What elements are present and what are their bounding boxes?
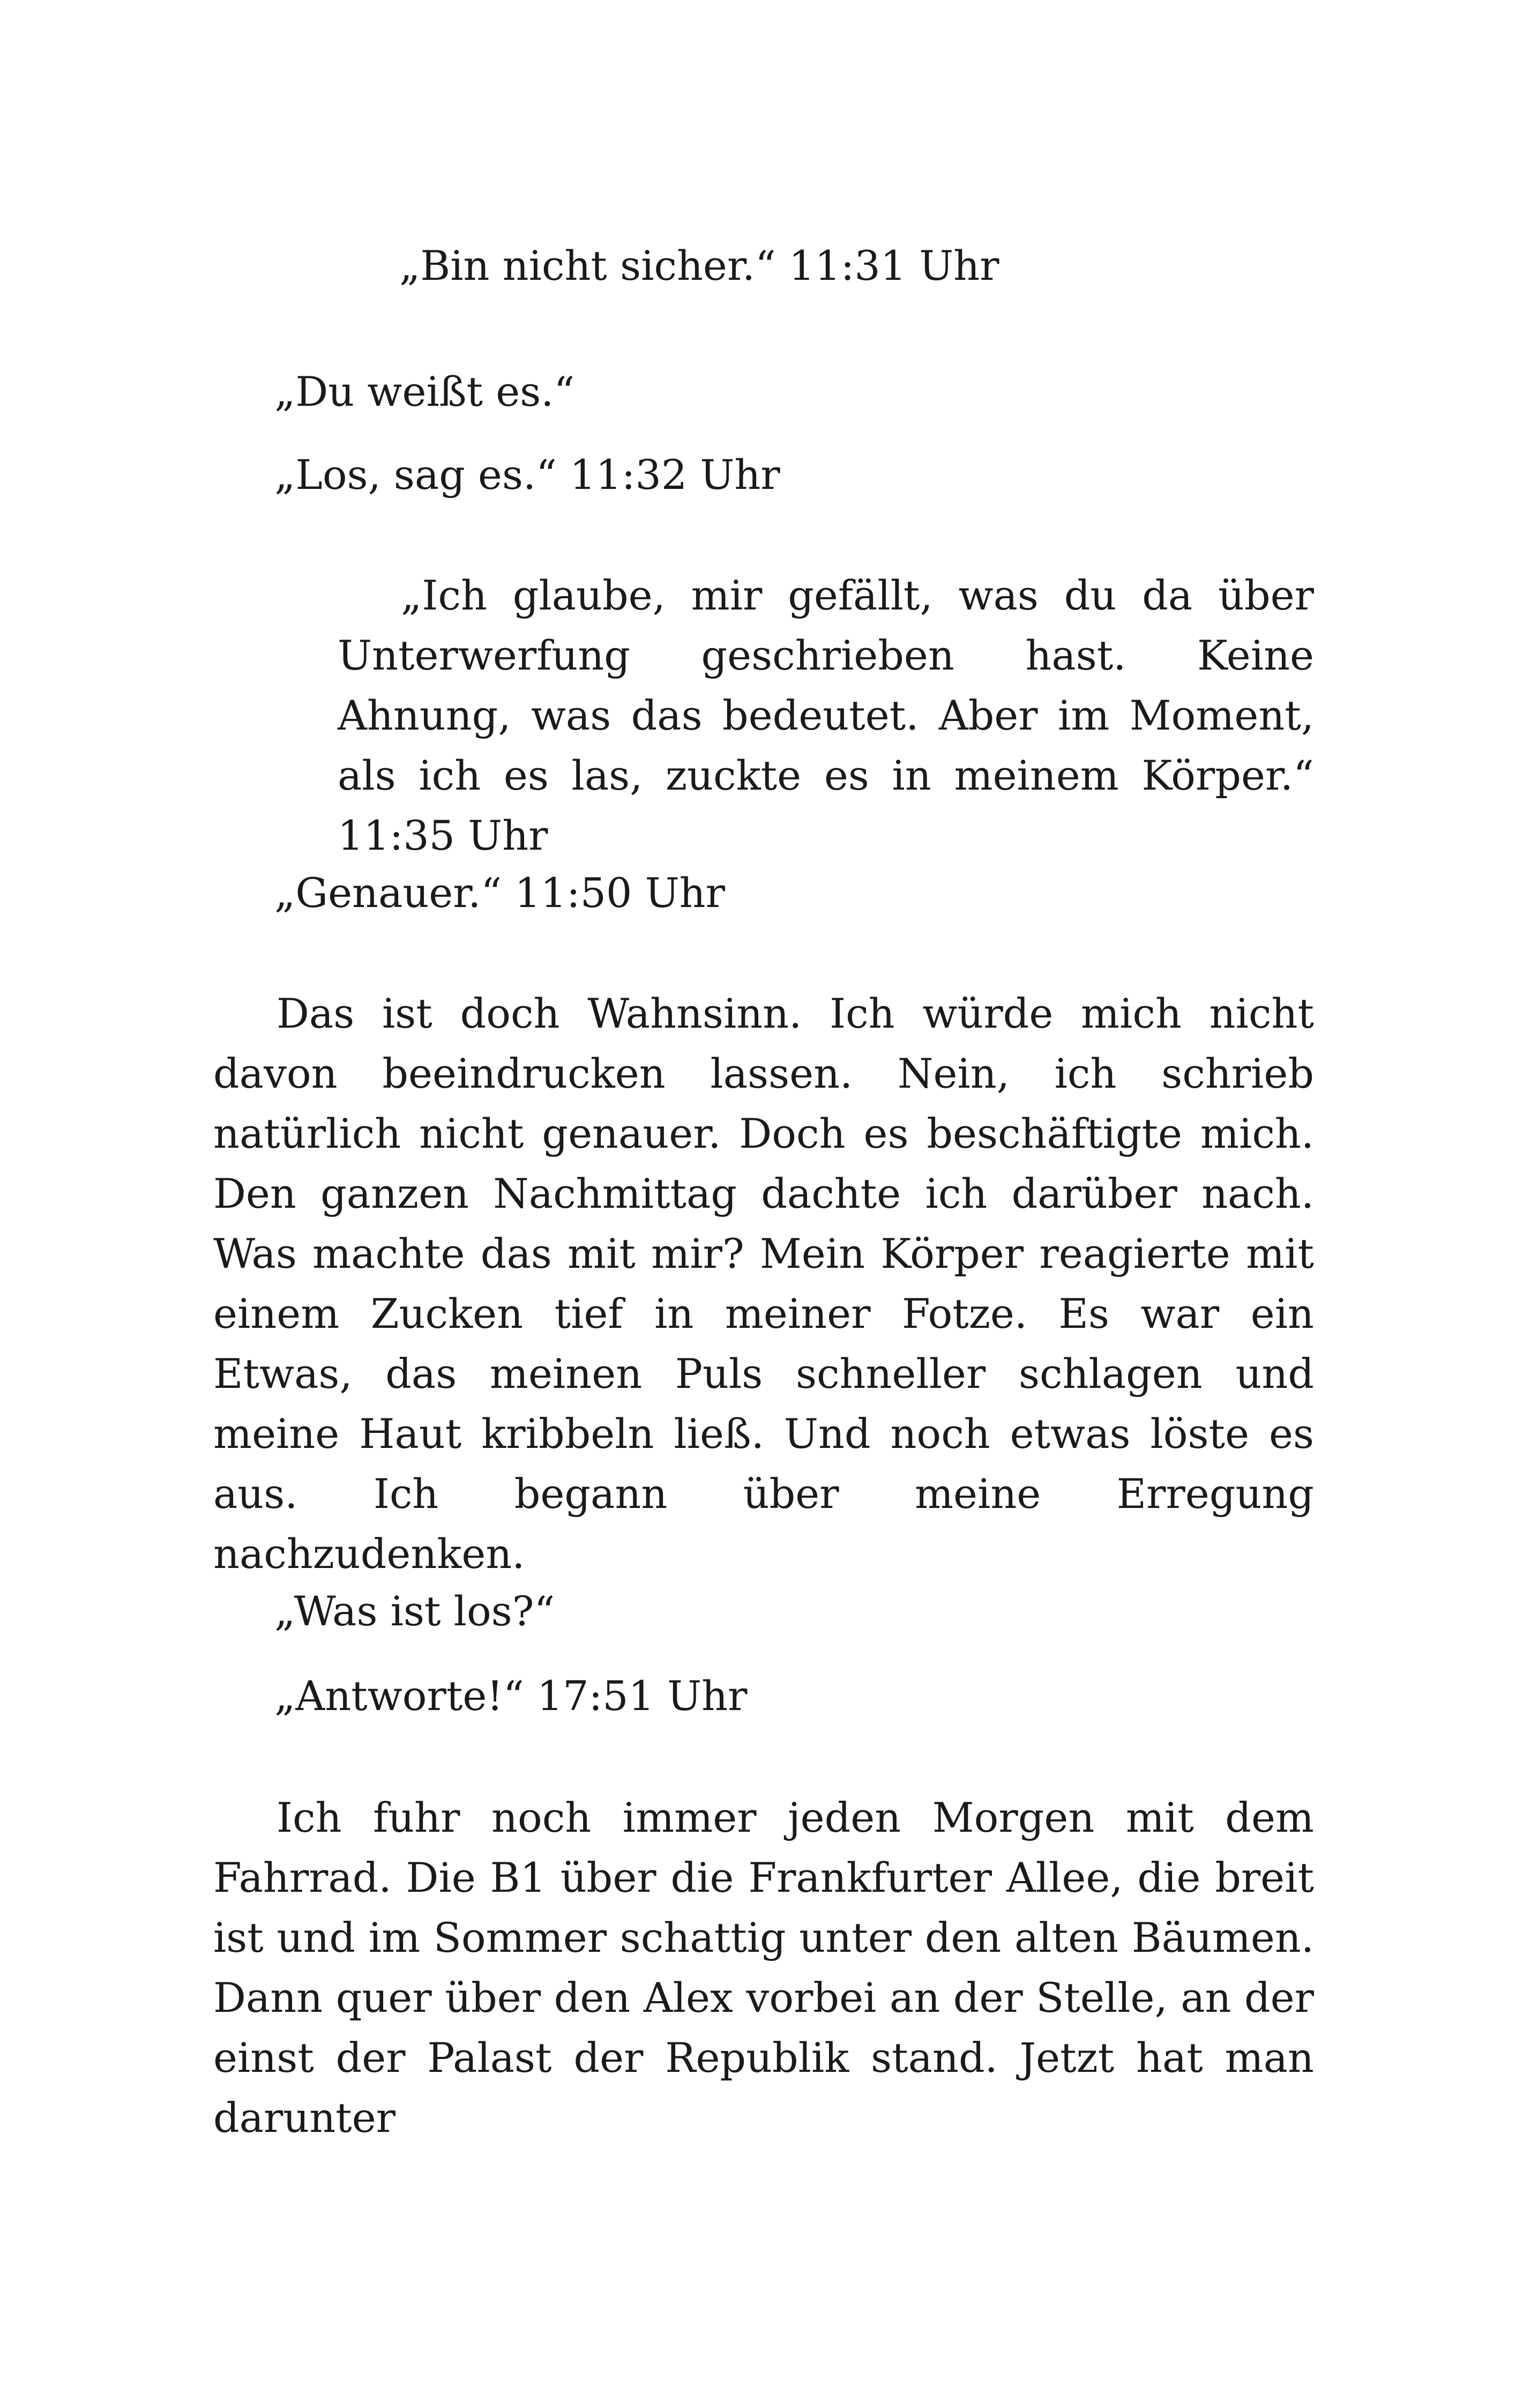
quote-paragraph <box>338 566 1314 866</box>
narrative-paragraph-2-text: Ich fuhr noch immer jeden Morgen mit dem Fahrrad. Die B1 über die Frankfurter Allee, die breit ist und im Sommer schattig unter den alten Bäumen. Dann quer über den Alex vorbei an der Stelle, an der einst der Palast der Republik stand. Jetzt hat man darunter <box>213 1794 1314 2142</box>
dialogue-line-los-sag-es: „Los, sag es.“ 11:32 Uhr <box>274 451 780 499</box>
narrative-paragraph-1-text: Das ist doch Wahnsinn. Ich würde mich nicht davon beeindrucken lassen. Nein, ich schrieb natürlich nicht genauer. Doch es beschäftigte mich. Den ganzen Nachmittag dachte ich darüber nach. Was machte das mit mir? Mein Körper reagierte mit einem Zucken tief in meiner Fotze. Es war ein Etwas, das meinen Puls schneller schlagen und meine Haut kribbeln ließ. Und noch etwas löste es aus. Ich begann über meine Erregung nachzudenken. <box>213 990 1314 1578</box>
narrative-paragraph-1 <box>213 984 1314 1584</box>
dialogue-line-genauer: „Genauer.“ 11:50 Uhr <box>274 869 725 917</box>
dialogue-line-antworte: „Antworte!“ 17:51 Uhr <box>274 1672 748 1720</box>
quote-paragraph-text: „Ich glaube, mir gefällt, was du da über Unterwerfung geschrieben hast. Keine Ahnung, was das bedeutet. Aber im Moment, als ich es las, zuckte es in meinem Körper.“ 11:35 Uhr <box>338 571 1314 859</box>
dialogue-line-du-weisst-es: „Du weißt es.“ <box>274 368 575 415</box>
narrative-paragraph-2 <box>213 1788 1314 2148</box>
dialogue-line-was-ist-los: „Was ist los?“ <box>274 1587 555 1635</box>
dialogue-line-bin-nicht-sicher: „Bin nicht sicher.“ 11:31 Uhr <box>399 242 999 289</box>
